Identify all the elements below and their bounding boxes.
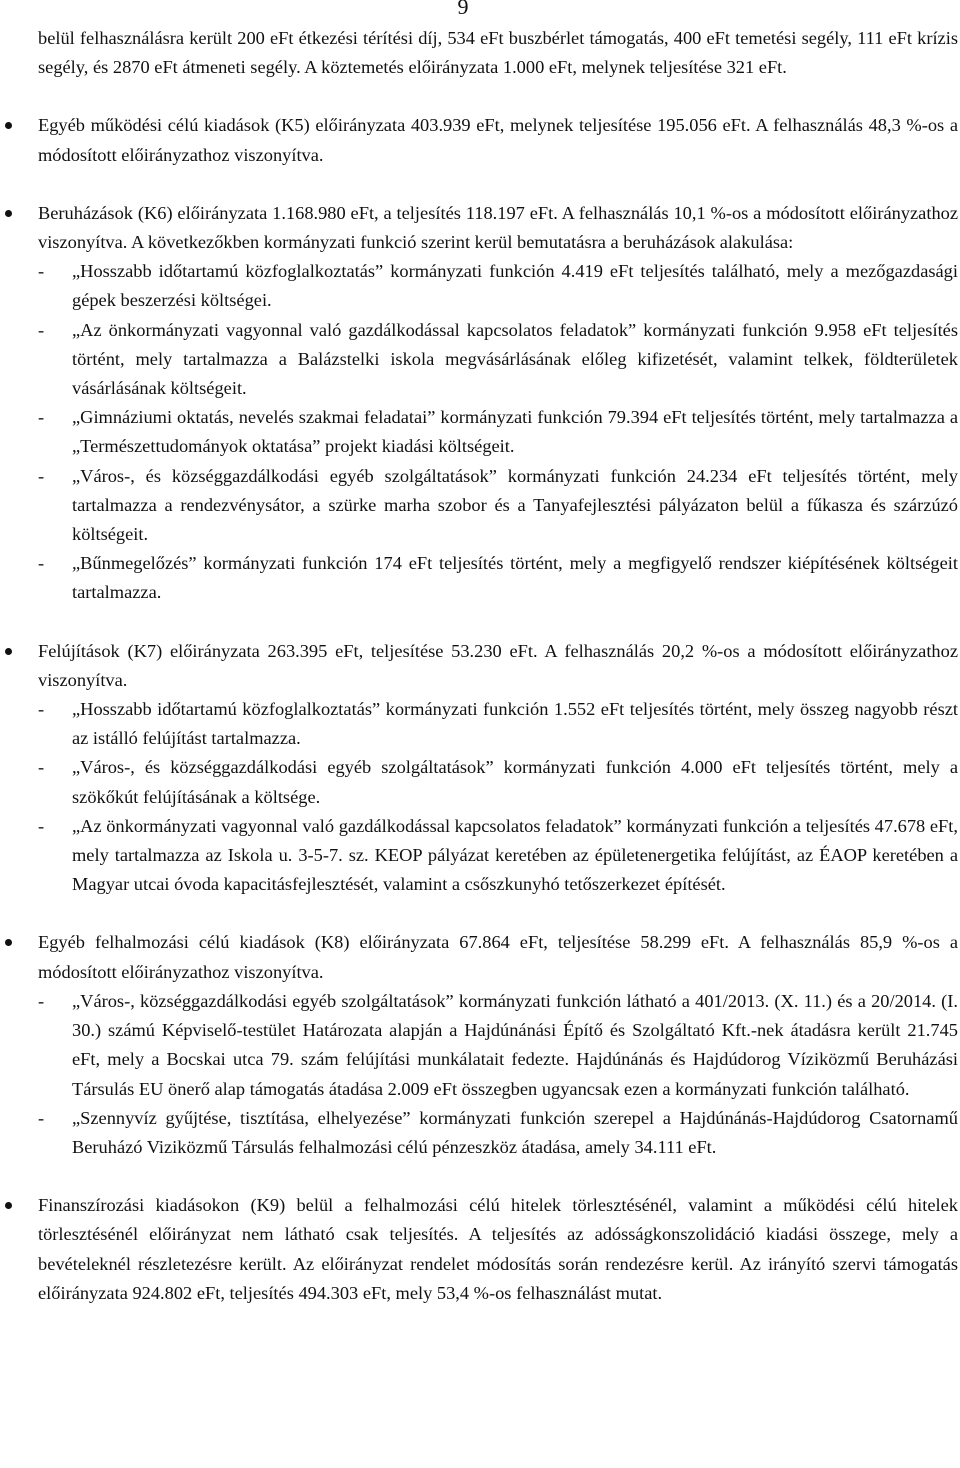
- dash-marker: -: [38, 699, 45, 720]
- list-item-text: „Város-, községgazdálkodási egyéb szolgáltatások” kormányzati funkción látható a 401/2013. (X. 11.) és a 20/2014. (I. 30.) számú Képviselő-testület Határozata alapján a Hajdúnánási Építő és Szolgáltató Kft.-nek átadásra került 21.745 eFt, mely a Bocskai utca 79. szám felújítási munkálatait fedezte. Hajdúnánás és Hajdúdorog Víziközmű Beruházási Társulás EU önerő alap támogatás átadása 2.009 eFt összegben ugyancsak ezen a kormányzati funkción található.: [72, 990, 958, 1099]
- list-item: [38, 403, 958, 461]
- bullet-icon: [5, 1202, 12, 1209]
- dash-marker: -: [38, 990, 45, 1011]
- list-item-text: „Bűnmegelőzés” kormányzati funkción 174 eFt teljesítés történt, mely a megfigyelő rendszer kiépítésének költségeit tartalmazza.: [72, 553, 958, 603]
- list-item: [38, 549, 958, 607]
- list-item: [38, 695, 958, 753]
- bullet-k6: [38, 199, 958, 608]
- list-item-text: „Gimnáziumi oktatás, nevelés szakmai feladatai” kormányzati funkción 79.394 eFt teljesítés történt, mely tartalmazza a „Természettudományok oktatása” projekt kiadási költségeit.: [72, 407, 958, 457]
- list-item-text: „Város-, és községgazdálkodási egyéb szolgáltatások” kormányzati funkción 24.234 eFt teljesítés történt, mely tartalmazza a rendezvénysátor, a szürke marha szobor és a Tanyafejlesztési pályázaton belül a fűkasza és szárzúzó költségeit.: [72, 465, 958, 545]
- document-body: [38, 24, 958, 1308]
- dash-marker: -: [38, 815, 45, 836]
- dash-marker: -: [38, 407, 45, 428]
- dash-marker: -: [38, 1107, 45, 1128]
- page-number: 9: [457, 0, 469, 19]
- dash-marker: -: [38, 319, 45, 340]
- bullet-k5: [38, 111, 958, 169]
- bullet-text: Beruházások (K6) előirányzata 1.168.980 eFt, a teljesítés 118.197 eFt. A felhasználás 10,1 %-os a módosított előirányzathoz viszonyítva. A következőkben kormányzati funkció szerint kerül bemutatásra a beruházások alakulása:: [38, 202, 958, 253]
- bullet-k8: [38, 928, 958, 1162]
- list-item-text: „Város-, és községgazdálkodási egyéb szolgáltatások” kormányzati funkción 4.000 eFt teljesítés történt, mely a szökőkút felújításának a költsége.: [72, 757, 958, 807]
- list-item: [38, 812, 958, 900]
- intro-paragraph: belül felhasználásra került 200 eFt étkezési térítési díj, 534 eFt buszbérlet támogatás, 400 eFt temetési segély, 111 eFt krízis segély, és 2870 eFt átmeneti segély. A köztemetés előirányzata 1.000 eFt, melynek teljesítése 321 eFt.: [38, 28, 958, 78]
- bullet-text: Egyéb felhalmozási célú kiadások (K8) előirányzata 67.864 eFt, teljesítése 58.299 eFt. A felhasználás 85,9 %-os a módosított előirányzathoz viszonyítva.: [38, 932, 958, 982]
- bullet-text: Finanszírozási kiadásokon (K9) belül a felhalmozási célú hitelek törlesztésénél, valamint a működési célú hitelek törlesztésénél előirányzat nem látható csak teljesítés. A teljesítés az adósságkonszolidáció kiadási összege, mely a bevételeknél részletezésre került. Az előirányzat rendelet módosítás során rendezésre kerül. Az irányító szervi támogatás előirányzata 924.802 eFt, teljesítés 494.303 eFt, mely 53,4 %-os felhasználást mutat.: [38, 1195, 958, 1303]
- list-item: [38, 316, 958, 404]
- list-item: [38, 753, 958, 811]
- list-item: [38, 1104, 958, 1162]
- dash-marker: -: [38, 261, 45, 282]
- bullet-icon: [5, 648, 12, 655]
- dash-marker: -: [38, 757, 45, 778]
- list-item-text: „Szennyvíz gyűjtése, tisztítása, elhelyezése” kormányzati funkción szerepel a Hajdúnánás-Hajdúdorog Csatornamű Beruházó Viziközmű Társulás felhalmozási célú pénzeszköz átadása, amely 34.111 eFt.: [72, 1107, 958, 1157]
- list-item: [38, 987, 958, 1104]
- bullet-icon: [5, 210, 12, 217]
- list-item-text: „Az önkormányzati vagyonnal való gazdálkodással kapcsolatos feladatok” kormányzati funkción 9.958 eFt teljesítés történt, mely tartalmazza a Balázstelki iskola megvásárlásának előleg kifizetését, valamint telkek, földterületek vásárlásának költségeit.: [72, 319, 958, 399]
- list-item-text: „Az önkormányzati vagyonnal való gazdálkodással kapcsolatos feladatok” kormányzati funkción a teljesítés 47.678 eFt, mely tartalmazza az Iskola u. 3-5-7. sz. KEOP pályázat keretében az épületenergetika felújítást, az ÉAOP keretében a Magyar utcai óvoda kapacitásfejlesztését, valamint a csőszkunyhó tetőszerkezet építését.: [72, 815, 958, 895]
- list-item-text: „Hosszabb időtartamú közfoglalkoztatás” kormányzati funkción 4.419 eFt teljesítés található, mely a mezőgazdasági gépek beszerzési költségei.: [72, 261, 958, 311]
- bullet-text: Felújítások (K7) előirányzata 263.395 eFt, teljesítése 53.230 eFt. A felhasználás 20,2 %-os a módosított előirányzathoz viszonyítva.: [38, 640, 958, 690]
- bullet-icon: [5, 939, 12, 946]
- list-item-text: „Hosszabb időtartamú közfoglalkoztatás” kormányzati funkción 1.552 eFt teljesítés történt, mely összeg nagyobb részt az istálló felújítást tartalmazza.: [72, 699, 958, 749]
- list-item: [38, 462, 958, 550]
- bullet-k9: [38, 1191, 958, 1308]
- bullet-icon: [5, 122, 12, 129]
- dash-marker: -: [38, 553, 45, 574]
- bullet-k7: [38, 637, 958, 900]
- dash-marker: -: [38, 465, 45, 486]
- bullet-text: Egyéb működési célú kiadások (K5) előirányzata 403.939 eFt, melynek teljesítése 195.056 eFt. A felhasználás 48,3 %-os a módosított előirányzathoz viszonyítva.: [38, 115, 958, 165]
- list-item: [38, 257, 958, 315]
